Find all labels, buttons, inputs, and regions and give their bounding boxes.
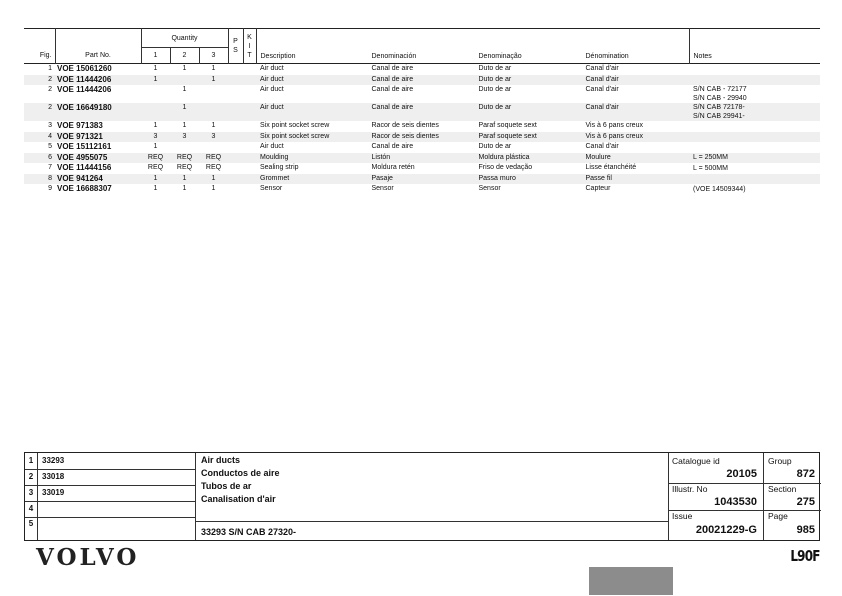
qty-3: 1: [211, 65, 216, 72]
ref-row: 2 33018: [25, 469, 195, 486]
ps-cell: [228, 184, 243, 195]
parts-body: [24, 64, 820, 195]
ps-cell: [228, 132, 243, 143]
description-es: Moldura retén: [371, 164, 415, 171]
qty-3: REQ: [199, 153, 228, 164]
ps-cell: [228, 121, 243, 132]
qty-2: [170, 142, 199, 153]
table-row: [24, 103, 820, 121]
part-number: VOE 16649180: [55, 103, 141, 121]
table-row: [24, 75, 820, 86]
notes-line: S/N CAB 29941-: [693, 113, 745, 120]
row-fig: 2: [24, 75, 55, 86]
qty-3: [199, 103, 228, 121]
part-number: VOE 16688307: [57, 184, 112, 193]
notes: [689, 121, 820, 132]
row-fig: 8: [24, 174, 55, 185]
col-fig-top: [24, 29, 55, 48]
parts-table: [24, 28, 820, 195]
qty-3: 1: [211, 122, 216, 129]
qty-1: 3: [141, 132, 170, 143]
ps-cell: [228, 153, 243, 164]
table-row: [24, 174, 820, 185]
description-es: Pasaje: [368, 174, 475, 185]
qty-3: [199, 85, 228, 103]
description-fr: Passe fil: [582, 174, 690, 185]
denominacao-header: Denominação: [478, 53, 522, 60]
kit-cell: [243, 75, 256, 86]
notes: L = 500MM: [693, 164, 728, 172]
description-es: Racor de seis dientes: [368, 132, 475, 143]
notes: [689, 103, 820, 121]
kit-cell: [243, 184, 256, 195]
model-label: L90F: [790, 547, 820, 565]
description-pt: Duto de ar: [478, 143, 512, 150]
description-es: Canal de aire: [371, 86, 414, 93]
divider: [195, 453, 196, 540]
title-pt: Tubos de ar: [201, 481, 252, 491]
table-row: [24, 153, 820, 164]
description-en: Air duct: [260, 86, 284, 93]
description-header: Description: [256, 29, 368, 64]
qty-3: 1: [199, 174, 228, 185]
notes: (VOE 14509344): [693, 185, 746, 193]
description-fr: Canal d'air: [582, 103, 690, 121]
part-number: VOE 11444206: [55, 75, 141, 86]
kit-cell: [243, 153, 256, 164]
qty-2: 1: [182, 185, 187, 192]
ref-row: 3 33019: [25, 485, 195, 502]
qty-2: REQ: [170, 153, 199, 164]
row-fig: 6: [24, 153, 55, 164]
description-fr: Canal d'air: [585, 65, 619, 72]
denomination-header: Dénomination: [585, 53, 629, 60]
description-en: Six point socket screw: [260, 122, 330, 129]
description-es: Canal de aire: [368, 75, 475, 86]
description-es: Sensor: [371, 185, 394, 192]
notes-line: S/N CAB - 29940: [693, 95, 747, 102]
description-pt: Sensor: [478, 185, 501, 192]
qty-1: 1: [153, 185, 158, 192]
qty-3-header: 3: [199, 48, 228, 64]
page-label: Page: [768, 511, 788, 521]
kit-cell: [243, 142, 256, 153]
qty-3: 3: [199, 132, 228, 143]
title-block: [24, 452, 820, 541]
fig-header: Fig.: [39, 51, 52, 59]
description-en: Sealing strip: [260, 164, 299, 171]
description-pt: Friso de vedação: [478, 164, 533, 171]
ps-cell: [228, 142, 243, 153]
notes: [689, 64, 820, 75]
denominacion-header: Denominación: [371, 53, 417, 60]
description-es: Canal de aire: [368, 103, 475, 121]
qty-2: 1: [182, 86, 187, 93]
row-fig: 1: [48, 65, 52, 72]
part-number: VOE 971383: [57, 121, 103, 130]
catalogue-label: Catalogue id: [672, 456, 720, 466]
kit-cell: [243, 121, 256, 132]
qty-3: 1: [211, 185, 216, 192]
kit-cell: [243, 174, 256, 185]
notes: [689, 174, 820, 185]
row-fig: 7: [48, 164, 52, 171]
qty-2: REQ: [176, 164, 193, 171]
serial-note: 33293 S/N CAB 27320-: [201, 527, 297, 537]
description-fr: Canal d'air: [585, 143, 619, 150]
notes-line: S/N CAB 72178-: [693, 104, 745, 111]
description-pt: Paraf soquete sext: [478, 122, 537, 129]
qty-2: 1: [170, 103, 199, 121]
qty-1: 1: [153, 122, 158, 129]
qty-1: [141, 85, 170, 103]
qty-1: REQ: [141, 153, 170, 164]
description-en: Air duct: [256, 75, 368, 86]
qty-2: 1: [182, 122, 187, 129]
part-number: VOE 15061260: [57, 64, 112, 73]
notes-header: Notes: [689, 29, 820, 64]
description-pt: Duto de ar: [478, 65, 512, 72]
description-en: Air duct: [260, 143, 284, 150]
qty-1: [141, 103, 170, 121]
kit-cell: [243, 64, 256, 75]
catalogue-value: 20105: [726, 468, 757, 480]
description-es: Racor de seis dientes: [371, 122, 439, 129]
notes: [689, 85, 820, 103]
description-fr: Capteur: [585, 185, 611, 192]
illustr-label: Illustr. No: [672, 484, 708, 494]
group-value: 872: [796, 468, 815, 480]
description-pt: Duto de ar: [475, 75, 582, 86]
notes: L = 250MM: [689, 153, 820, 164]
title-es: Conductos de aire: [201, 468, 280, 478]
qty-2: [170, 75, 199, 86]
row-fig: 2: [48, 86, 52, 93]
title-en: Air ducts: [201, 455, 241, 465]
description-pt: Duto de ar: [475, 103, 582, 121]
section-label: Section: [768, 484, 797, 494]
row-fig: 5: [48, 143, 52, 150]
description-en: Air duct: [260, 65, 284, 72]
issue-value: 20021229-G: [695, 524, 757, 536]
kit-cell: [243, 103, 256, 121]
part-number: VOE 971321: [55, 132, 141, 143]
kit-header: K I T: [243, 29, 256, 64]
description-fr: Vis à 6 pans creux: [585, 122, 643, 129]
col-partno-top: [55, 29, 141, 48]
description-es: Canal de aire: [371, 65, 414, 72]
notes: [689, 75, 820, 86]
description-pt: Moldura plástica: [475, 153, 582, 164]
table-row: [24, 184, 820, 195]
description-en: Sensor: [260, 185, 283, 192]
qty-1: 1: [141, 174, 170, 185]
kit-cell: [243, 132, 256, 143]
qty-1: 1: [141, 75, 170, 86]
group-label: Group: [768, 456, 792, 466]
row-fig: 2: [24, 103, 55, 121]
ref-row: 5: [25, 517, 195, 540]
part-number: VOE 11444156: [57, 163, 112, 172]
section-value: 275: [796, 496, 815, 508]
title-fr: Canalisation d'air: [201, 494, 276, 504]
table-row: [24, 163, 820, 174]
part-number: VOE 11444206: [57, 85, 112, 94]
table-row: [24, 85, 820, 103]
notes: [689, 132, 820, 143]
ps-cell: [228, 64, 243, 75]
description-es: Listón: [368, 153, 475, 164]
ps-cell: [228, 103, 243, 121]
description-en: Grommet: [256, 174, 368, 185]
table-row: [24, 142, 820, 153]
ps-cell: [228, 174, 243, 185]
description-en: Air duct: [256, 103, 368, 121]
description-en: Six point socket screw: [256, 132, 368, 143]
ps-cell: [228, 75, 243, 86]
partno-header: Part No.: [55, 48, 141, 64]
ref-row: 4: [25, 501, 195, 518]
description-fr: Canal d'air: [585, 86, 619, 93]
illustr-value: 1043530: [714, 496, 757, 508]
kit-cell: [243, 85, 256, 103]
description-fr: Vis à 6 pans creux: [582, 132, 690, 143]
page-tab: [589, 567, 673, 595]
qty-1-header: 1: [141, 48, 170, 64]
row-fig: 3: [48, 122, 52, 129]
page-value: 985: [796, 524, 815, 536]
ps-cell: [228, 163, 243, 174]
divider: [195, 521, 668, 522]
part-number: VOE 15112161: [57, 142, 112, 151]
table-row: [24, 64, 820, 75]
notes-line: S/N CAB - 72177: [693, 86, 747, 93]
ref-row: 1 33293: [25, 453, 195, 470]
description-fr: Canal d'air: [582, 75, 690, 86]
qty-1: REQ: [147, 164, 164, 171]
description-pt: Paraf soquete sext: [475, 132, 582, 143]
description-fr: Moulure: [582, 153, 690, 164]
description-es: Canal de aire: [371, 143, 414, 150]
description-pt: Duto de ar: [478, 86, 512, 93]
qty-3: 1: [199, 75, 228, 86]
issue-label: Issue: [672, 511, 693, 521]
table-row: [24, 121, 820, 132]
qty-1: 1: [153, 143, 158, 150]
description-pt: Passa muro: [475, 174, 582, 185]
kit-cell: [243, 163, 256, 174]
quantity-header: Quantity: [141, 29, 228, 48]
qty-3: REQ: [205, 164, 222, 171]
ps-cell: [228, 85, 243, 103]
qty-2-header: 2: [170, 48, 199, 64]
row-fig: 9: [48, 185, 52, 192]
description-en: Moulding: [256, 153, 368, 164]
qty-2: 1: [170, 174, 199, 185]
qty-2: 3: [170, 132, 199, 143]
notes: [689, 142, 820, 153]
part-number: VOE 941264: [55, 174, 141, 185]
row-fig: 4: [24, 132, 55, 143]
qty-3: [199, 142, 228, 153]
part-number: VOE 4955075: [55, 153, 141, 164]
qty-2: 1: [182, 65, 187, 72]
volvo-logo: VOLVO: [36, 544, 140, 571]
table-row: [24, 132, 820, 143]
qty-1: 1: [153, 65, 158, 72]
ps-header: P S: [228, 29, 243, 64]
description-fr: Lisse étanchéité: [585, 164, 637, 171]
